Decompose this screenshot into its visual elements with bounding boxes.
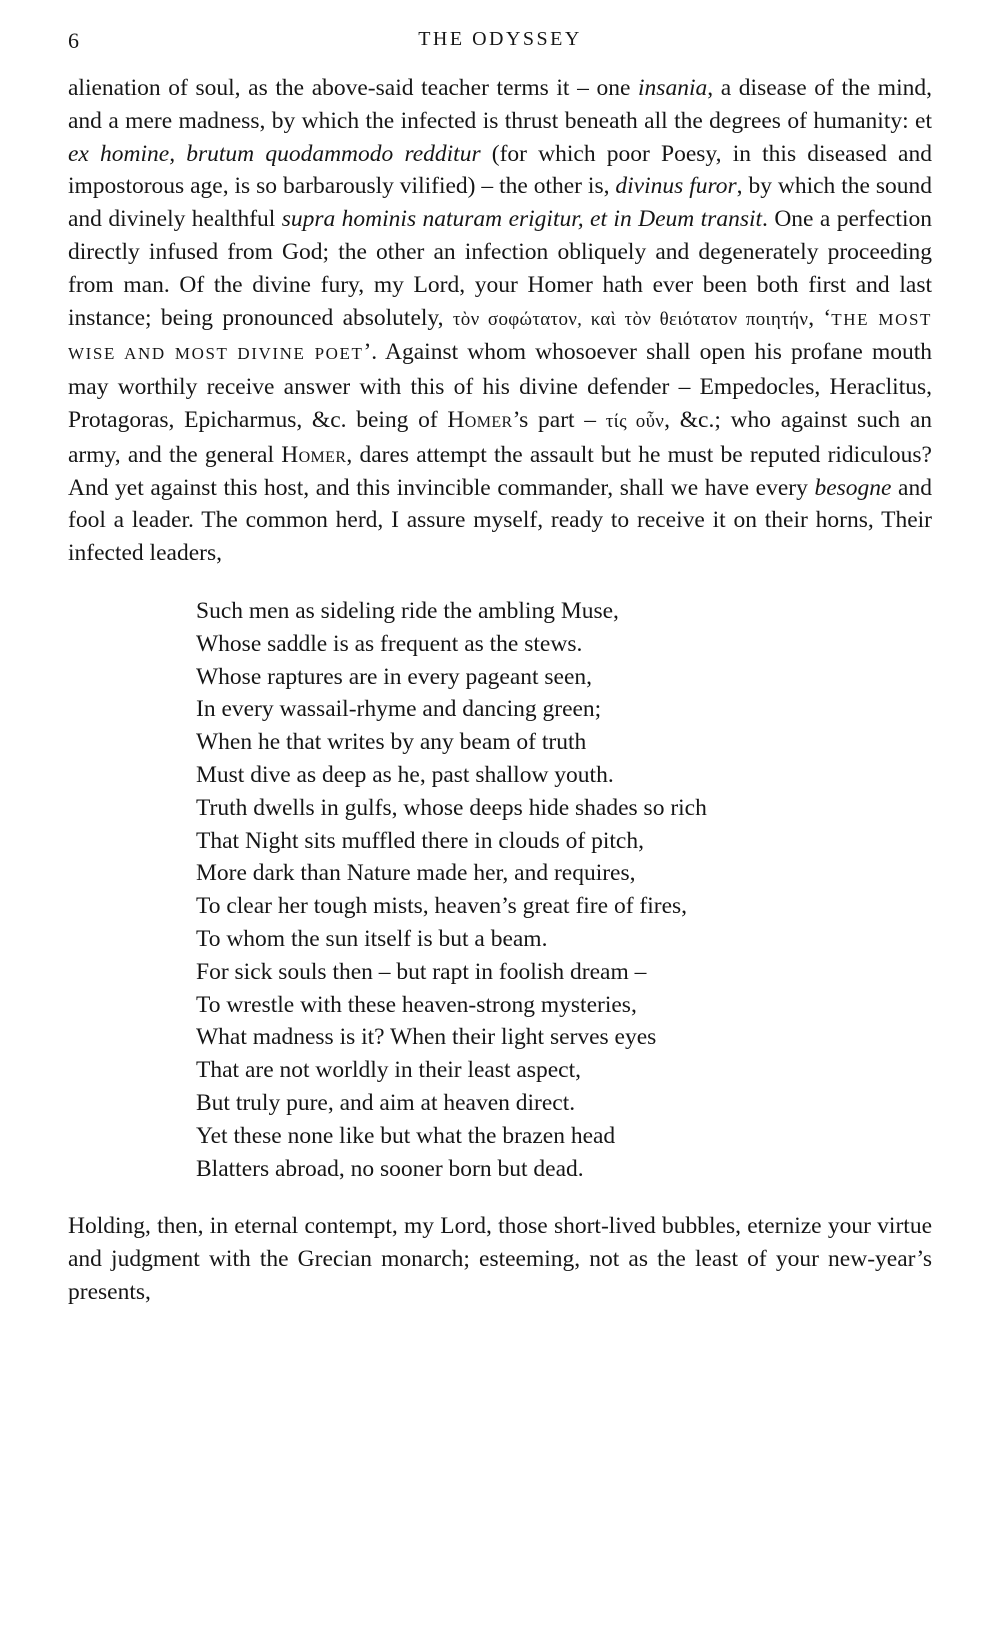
verse-line: That Night sits muffled there in clouds of pitch,: [196, 827, 644, 854]
verse-line: Whose raptures are in every pageant seen,: [196, 663, 593, 690]
text-run: (for which poor Poesy, in this diseased and impostorous age, is so barbarously vilified) – the other is,: [68, 140, 932, 200]
verse-line: To wrestle with these heaven-strong mysteries,: [196, 991, 637, 1018]
closing-paragraph: Holding, then, in eternal contempt, my Lord, those short-lived bubbles, eternize your virtue and judgment with the Grecian monarch; esteeming, not as the least of your new-year’s presents,: [68, 1213, 932, 1305]
latin-phrase: ex homine, brutum quodammodo redditur: [68, 140, 481, 167]
book-page: [68, 28, 932, 1309]
verse-line: To clear her tough mists, heaven’s great fire of fires,: [196, 893, 688, 920]
verse-line: When he that writes by any beam of truth: [196, 729, 587, 756]
verse-line: Yet these none like but what the brazen head: [196, 1122, 616, 1149]
verse-line: To whom the sun itself is but a beam.: [196, 925, 548, 952]
verse-line: Blatters abroad, no sooner born but dead.: [196, 1155, 584, 1182]
page-header: [68, 28, 932, 58]
latin-phrase: supra hominis naturam erigitur, et in Deum transit: [281, 206, 763, 233]
verse-line: For sick souls then – but rapt in foolish dream –: [196, 958, 647, 985]
text-run: ’s part –: [512, 406, 606, 433]
verse-line: Must dive as deep as he, past shallow youth.: [196, 761, 614, 788]
text-run: , &c.; who against such an army, and the general: [68, 406, 932, 468]
verse-line: Whose saddle is as frequent as the stews.: [196, 630, 583, 657]
verse-line: That are not worldly in their least aspect,: [196, 1057, 582, 1084]
text-run: , by which the sound and divinely healthful: [68, 173, 932, 233]
italic-term: besogne: [814, 474, 892, 501]
page-number: 6: [68, 28, 80, 53]
verse-line: In every wassail-rhyme and dancing green;: [196, 696, 602, 723]
small-caps-name: Homer: [447, 406, 513, 433]
latin-term: insania: [638, 75, 708, 101]
verse-line: Such men as sideling ride the ambling Muse,: [196, 597, 619, 624]
verse-line: What madness is it? When their light serves eyes: [196, 1024, 657, 1051]
running-title: THE ODYSSEY: [418, 28, 582, 50]
verse-quotation: [196, 595, 932, 1185]
verse-line: But truly pure, and aim at heaven direct.: [196, 1089, 576, 1116]
text-run: , dares attempt the assault but he must be reputed ridiculous? And yet against this host, and this invincible commander, shall we have every: [68, 441, 932, 501]
latin-term: divinus furor: [615, 173, 737, 200]
small-caps-phrase: THE MOST WISE AND MOST DIVINE POET: [68, 309, 933, 364]
verse-line: Truth dwells in gulfs, whose deeps hide shades so rich: [196, 794, 707, 821]
greek-phrase: τὸν σοφώτατον, καὶ τὸν θειότατον ποιητήν: [452, 308, 809, 330]
text-run: , ‘: [808, 304, 832, 331]
greek-phrase: τίς οὖν: [605, 410, 665, 432]
small-caps-name: Homer: [281, 441, 347, 468]
text-run: and fool a leader. The common herd, I assure myself, ready to receive it on their horns, Their infected leaders,: [68, 474, 932, 567]
text-run: , a disease of the mind, and a mere madness, by which the infected is thrust beneath all the degrees of humanity: et: [68, 75, 932, 134]
text-run: ’. Against whom whosoever shall open his profane mouth may worthily receive answer with this of his divine defender – Empedocles, Heraclitus, Protagoras, Epicharmus, &c. being of: [68, 339, 933, 433]
text-run: alienation of soul, as the above-said teacher terms it – one: [68, 75, 639, 101]
body-paragraph: [68, 72, 932, 570]
verse-line: More dark than Nature made her, and requires,: [196, 860, 636, 887]
text-run: . One a perfection directly infused from God; the other an infection obliquely and degenerately proceeding from man. Of the divine fury, my Lord, your Homer hath ever been both first and last instance; being pronounced absolutely,: [68, 206, 932, 331]
